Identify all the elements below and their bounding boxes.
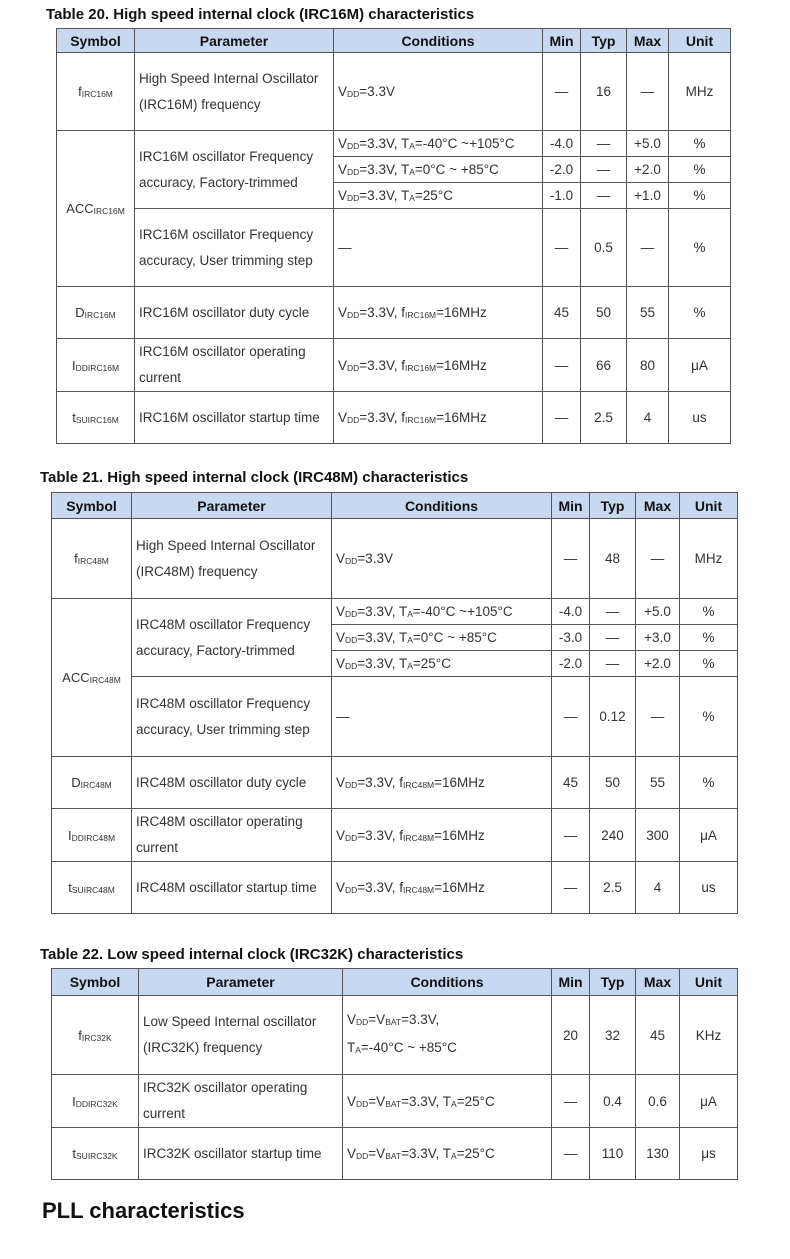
min-cell: — <box>552 809 590 862</box>
unit-cell: % <box>680 651 738 677</box>
conditions-cell: $V_{DD}=3.3V$, $T_A=25^\circ C$ <box>332 651 552 677</box>
table-row <box>52 1075 738 1128</box>
unit-cell: μA <box>669 339 731 392</box>
typ-cell: — <box>590 599 636 625</box>
typ-cell: 50 <box>590 757 636 809</box>
typ-cell: — <box>581 157 627 183</box>
parameter-cell: Low Speed Internal oscillator (IRC32K) frequency <box>139 996 343 1075</box>
col-unit: Unit <box>680 493 738 519</box>
col-max: Max <box>636 969 680 996</box>
conditions-cell: $V_{DD}=3.3V$, $T_A=0^\circ C$ ~ +85°C <box>334 157 543 183</box>
col-typ: Typ <box>581 29 627 53</box>
symbol-cell: $t_{SUIRC32K}$ <box>52 1128 139 1180</box>
min-cell: 45 <box>543 287 581 339</box>
min-cell: — <box>552 862 590 914</box>
min-cell: — <box>543 53 581 131</box>
unit-cell: % <box>669 287 731 339</box>
max-cell: +5.0 <box>636 599 680 625</box>
unit-cell: % <box>680 677 738 757</box>
max-cell: 45 <box>636 996 680 1075</box>
col-parameter: Parameter <box>135 29 334 53</box>
unit-cell: % <box>669 183 731 209</box>
min-cell: -4.0 <box>552 599 590 625</box>
max-cell: 4 <box>636 862 680 914</box>
conditions-cell: $V_{DD}=3.3V$, $f_{IRC16M}=16MHz$ <box>334 392 543 444</box>
unit-cell: % <box>680 757 738 809</box>
symbol-cell: $f_{IRC48M}$ <box>52 519 132 599</box>
symbol-cell: $f_{IRC16M}$ <box>57 53 135 131</box>
section-title-pll: PLL characteristics <box>42 1198 245 1223</box>
table-row <box>52 1128 738 1180</box>
typ-cell: 0.4 <box>590 1075 636 1128</box>
conditions-cell: $V_{DD}=V_{BAT}=3.3V$, $T_A=-40^\circ C$ ~ +85°C <box>343 996 552 1075</box>
unit-cell: μA <box>680 1075 738 1128</box>
conditions-cell: — <box>332 677 552 757</box>
typ-cell: 48 <box>590 519 636 599</box>
col-parameter: Parameter <box>132 493 332 519</box>
symbol-cell: $ACC_{IRC48M}$ <box>52 599 132 757</box>
unit-cell: μA <box>680 809 738 862</box>
unit-cell: us <box>669 392 731 444</box>
parameter-cell: IRC48M oscillator startup time <box>132 862 332 914</box>
unit-cell: us <box>680 862 738 914</box>
min-cell: -2.0 <box>552 651 590 677</box>
typ-cell: 16 <box>581 53 627 131</box>
unit-cell: % <box>669 131 731 157</box>
parameter-cell: IRC16M oscillator Frequency accuracy, Factory-trimmed <box>135 131 334 209</box>
typ-cell: 0.12 <box>590 677 636 757</box>
parameter-cell: IRC32K oscillator startup time <box>139 1128 343 1180</box>
col-min: Min <box>552 493 590 519</box>
parameter-cell: IRC48M oscillator duty cycle <box>132 757 332 809</box>
col-max: Max <box>636 493 680 519</box>
unit-cell: MHz <box>669 53 731 131</box>
table-22 <box>51 968 738 1180</box>
min-cell: -3.0 <box>552 625 590 651</box>
symbol-cell: $ACC_{IRC16M}$ <box>57 131 135 287</box>
symbol-cell: $f_{IRC32K}$ <box>52 996 139 1075</box>
typ-cell: 0.5 <box>581 209 627 287</box>
col-symbol: Symbol <box>52 969 139 996</box>
col-conditions: Conditions <box>334 29 543 53</box>
table-20-title: Table 20. High speed internal clock (IRC16M) characteristics <box>46 6 475 23</box>
max-cell: 4 <box>627 392 669 444</box>
conditions-cell: $V_{DD}=3.3V$, $T_A=-40^\circ C$ ~+105°C <box>334 131 543 157</box>
parameter-cell: IRC16M oscillator duty cycle <box>135 287 334 339</box>
parameter-cell: IRC16M oscillator startup time <box>135 392 334 444</box>
max-cell: 55 <box>627 287 669 339</box>
max-cell: — <box>627 53 669 131</box>
max-cell: +5.0 <box>627 131 669 157</box>
max-cell: — <box>636 677 680 757</box>
table-22-title: Table 22. Low speed internal clock (IRC32K) characteristics <box>40 946 464 963</box>
header-row <box>57 29 731 53</box>
min-cell: -4.0 <box>543 131 581 157</box>
min-cell: — <box>543 209 581 287</box>
conditions-cell: $V_{DD}=3.3V$ <box>334 53 543 131</box>
conditions-cell: $V_{DD}=3.3V$, $f_{IRC48M}=16MHz$ <box>332 757 552 809</box>
max-cell: 80 <box>627 339 669 392</box>
conditions-cell: $V_{DD}=3.3V$, $f_{IRC16M}=16MHz$ <box>334 287 543 339</box>
min-cell: — <box>543 339 581 392</box>
min-cell: — <box>552 519 590 599</box>
table-21-title: Table 21. High speed internal clock (IRC48M) characteristics <box>40 469 469 486</box>
table-row <box>52 677 738 757</box>
col-parameter: Parameter <box>139 969 343 996</box>
min-cell: — <box>543 392 581 444</box>
symbol-cell: $D_{IRC48M}$ <box>52 757 132 809</box>
parameter-cell: IRC48M oscillator operating current <box>132 809 332 862</box>
symbol-cell: $t_{SUIRC16M}$ <box>57 392 135 444</box>
parameter-cell: IRC16M oscillator Frequency accuracy, User trimming step <box>135 209 334 287</box>
col-symbol: Symbol <box>57 29 135 53</box>
symbol-cell: $D_{IRC16M}$ <box>57 287 135 339</box>
max-cell: — <box>627 209 669 287</box>
max-cell: 55 <box>636 757 680 809</box>
typ-cell: — <box>590 625 636 651</box>
header-row <box>52 969 738 996</box>
col-unit: Unit <box>680 969 738 996</box>
table-row <box>57 287 731 339</box>
max-cell: — <box>636 519 680 599</box>
parameter-cell: IRC48M oscillator Frequency accuracy, Factory-trimmed <box>132 599 332 677</box>
unit-cell: % <box>669 209 731 287</box>
table-row <box>57 339 731 392</box>
unit-cell: μs <box>680 1128 738 1180</box>
max-cell: 300 <box>636 809 680 862</box>
table-20 <box>56 28 731 444</box>
typ-cell: — <box>581 183 627 209</box>
typ-cell: 110 <box>590 1128 636 1180</box>
typ-cell: 240 <box>590 809 636 862</box>
symbol-cell: $t_{SUIRC48M}$ <box>52 862 132 914</box>
typ-cell: 2.5 <box>581 392 627 444</box>
min-cell: 20 <box>552 996 590 1075</box>
conditions-cell: $V_{DD}=V_{BAT}=3.3V$, $T_A=25^\circ C$ <box>343 1075 552 1128</box>
table-row <box>57 53 731 131</box>
table-row <box>52 996 738 1075</box>
table-row <box>52 599 738 625</box>
max-cell: +3.0 <box>636 625 680 651</box>
conditions-cell: $V_{DD}=V_{BAT}=3.3V$, $T_A=25^\circ C$ <box>343 1128 552 1180</box>
min-cell: — <box>552 1128 590 1180</box>
parameter-cell: High Speed Internal Oscillator (IRC48M) frequency <box>132 519 332 599</box>
col-conditions: Conditions <box>332 493 552 519</box>
table-row <box>57 392 731 444</box>
min-cell: — <box>552 1075 590 1128</box>
table-21 <box>51 492 738 914</box>
min-cell: -1.0 <box>543 183 581 209</box>
col-max: Max <box>627 29 669 53</box>
typ-cell: — <box>590 651 636 677</box>
min-cell: 45 <box>552 757 590 809</box>
table-row <box>52 519 738 599</box>
col-conditions: Conditions <box>343 969 552 996</box>
unit-cell: % <box>680 599 738 625</box>
table-row <box>57 131 731 157</box>
max-cell: 130 <box>636 1128 680 1180</box>
min-cell: -2.0 <box>543 157 581 183</box>
symbol-cell: $I_{DDIRC16M}$ <box>57 339 135 392</box>
unit-cell: KHz <box>680 996 738 1075</box>
typ-cell: — <box>581 131 627 157</box>
conditions-cell: $V_{DD}=3.3V$, $T_A=25^\circ C$ <box>334 183 543 209</box>
col-unit: Unit <box>669 29 731 53</box>
unit-cell: % <box>680 625 738 651</box>
conditions-cell: $V_{DD}=3.3V$, $T_A=-40^\circ C$ ~+105°C <box>332 599 552 625</box>
typ-cell: 66 <box>581 339 627 392</box>
table-row <box>52 809 738 862</box>
symbol-cell: $I_{DDIRC32K}$ <box>52 1075 139 1128</box>
parameter-cell: IRC16M oscillator operating current <box>135 339 334 392</box>
table-row <box>52 757 738 809</box>
max-cell: 0.6 <box>636 1075 680 1128</box>
max-cell: +2.0 <box>636 651 680 677</box>
col-symbol: Symbol <box>52 493 132 519</box>
symbol-cell: $I_{DDIRC48M}$ <box>52 809 132 862</box>
parameter-cell: High Speed Internal Oscillator (IRC16M) frequency <box>135 53 334 131</box>
conditions-cell: $V_{DD}=3.3V$, $f_{IRC48M}=16MHz$ <box>332 862 552 914</box>
col-min: Min <box>552 969 590 996</box>
col-typ: Typ <box>590 969 636 996</box>
conditions-cell: $V_{DD}=3.3V$ <box>332 519 552 599</box>
unit-cell: % <box>669 157 731 183</box>
typ-cell: 2.5 <box>590 862 636 914</box>
col-min: Min <box>543 29 581 53</box>
typ-cell: 50 <box>581 287 627 339</box>
min-cell: — <box>552 677 590 757</box>
parameter-cell: IRC48M oscillator Frequency accuracy, User trimming step <box>132 677 332 757</box>
table-row <box>52 862 738 914</box>
conditions-cell: — <box>334 209 543 287</box>
conditions-cell: $V_{DD}=3.3V$, $T_A=0^\circ C$ ~ +85°C <box>332 625 552 651</box>
col-typ: Typ <box>590 493 636 519</box>
unit-cell: MHz <box>680 519 738 599</box>
header-row <box>52 493 738 519</box>
table-row <box>57 209 731 287</box>
max-cell: +2.0 <box>627 157 669 183</box>
parameter-cell: IRC32K oscillator operating current <box>139 1075 343 1128</box>
max-cell: +1.0 <box>627 183 669 209</box>
conditions-cell: $V_{DD}=3.3V$, $f_{IRC16M}=16MHz$ <box>334 339 543 392</box>
typ-cell: 32 <box>590 996 636 1075</box>
conditions-cell: $V_{DD}=3.3V$, $f_{IRC48M}=16MHz$ <box>332 809 552 862</box>
